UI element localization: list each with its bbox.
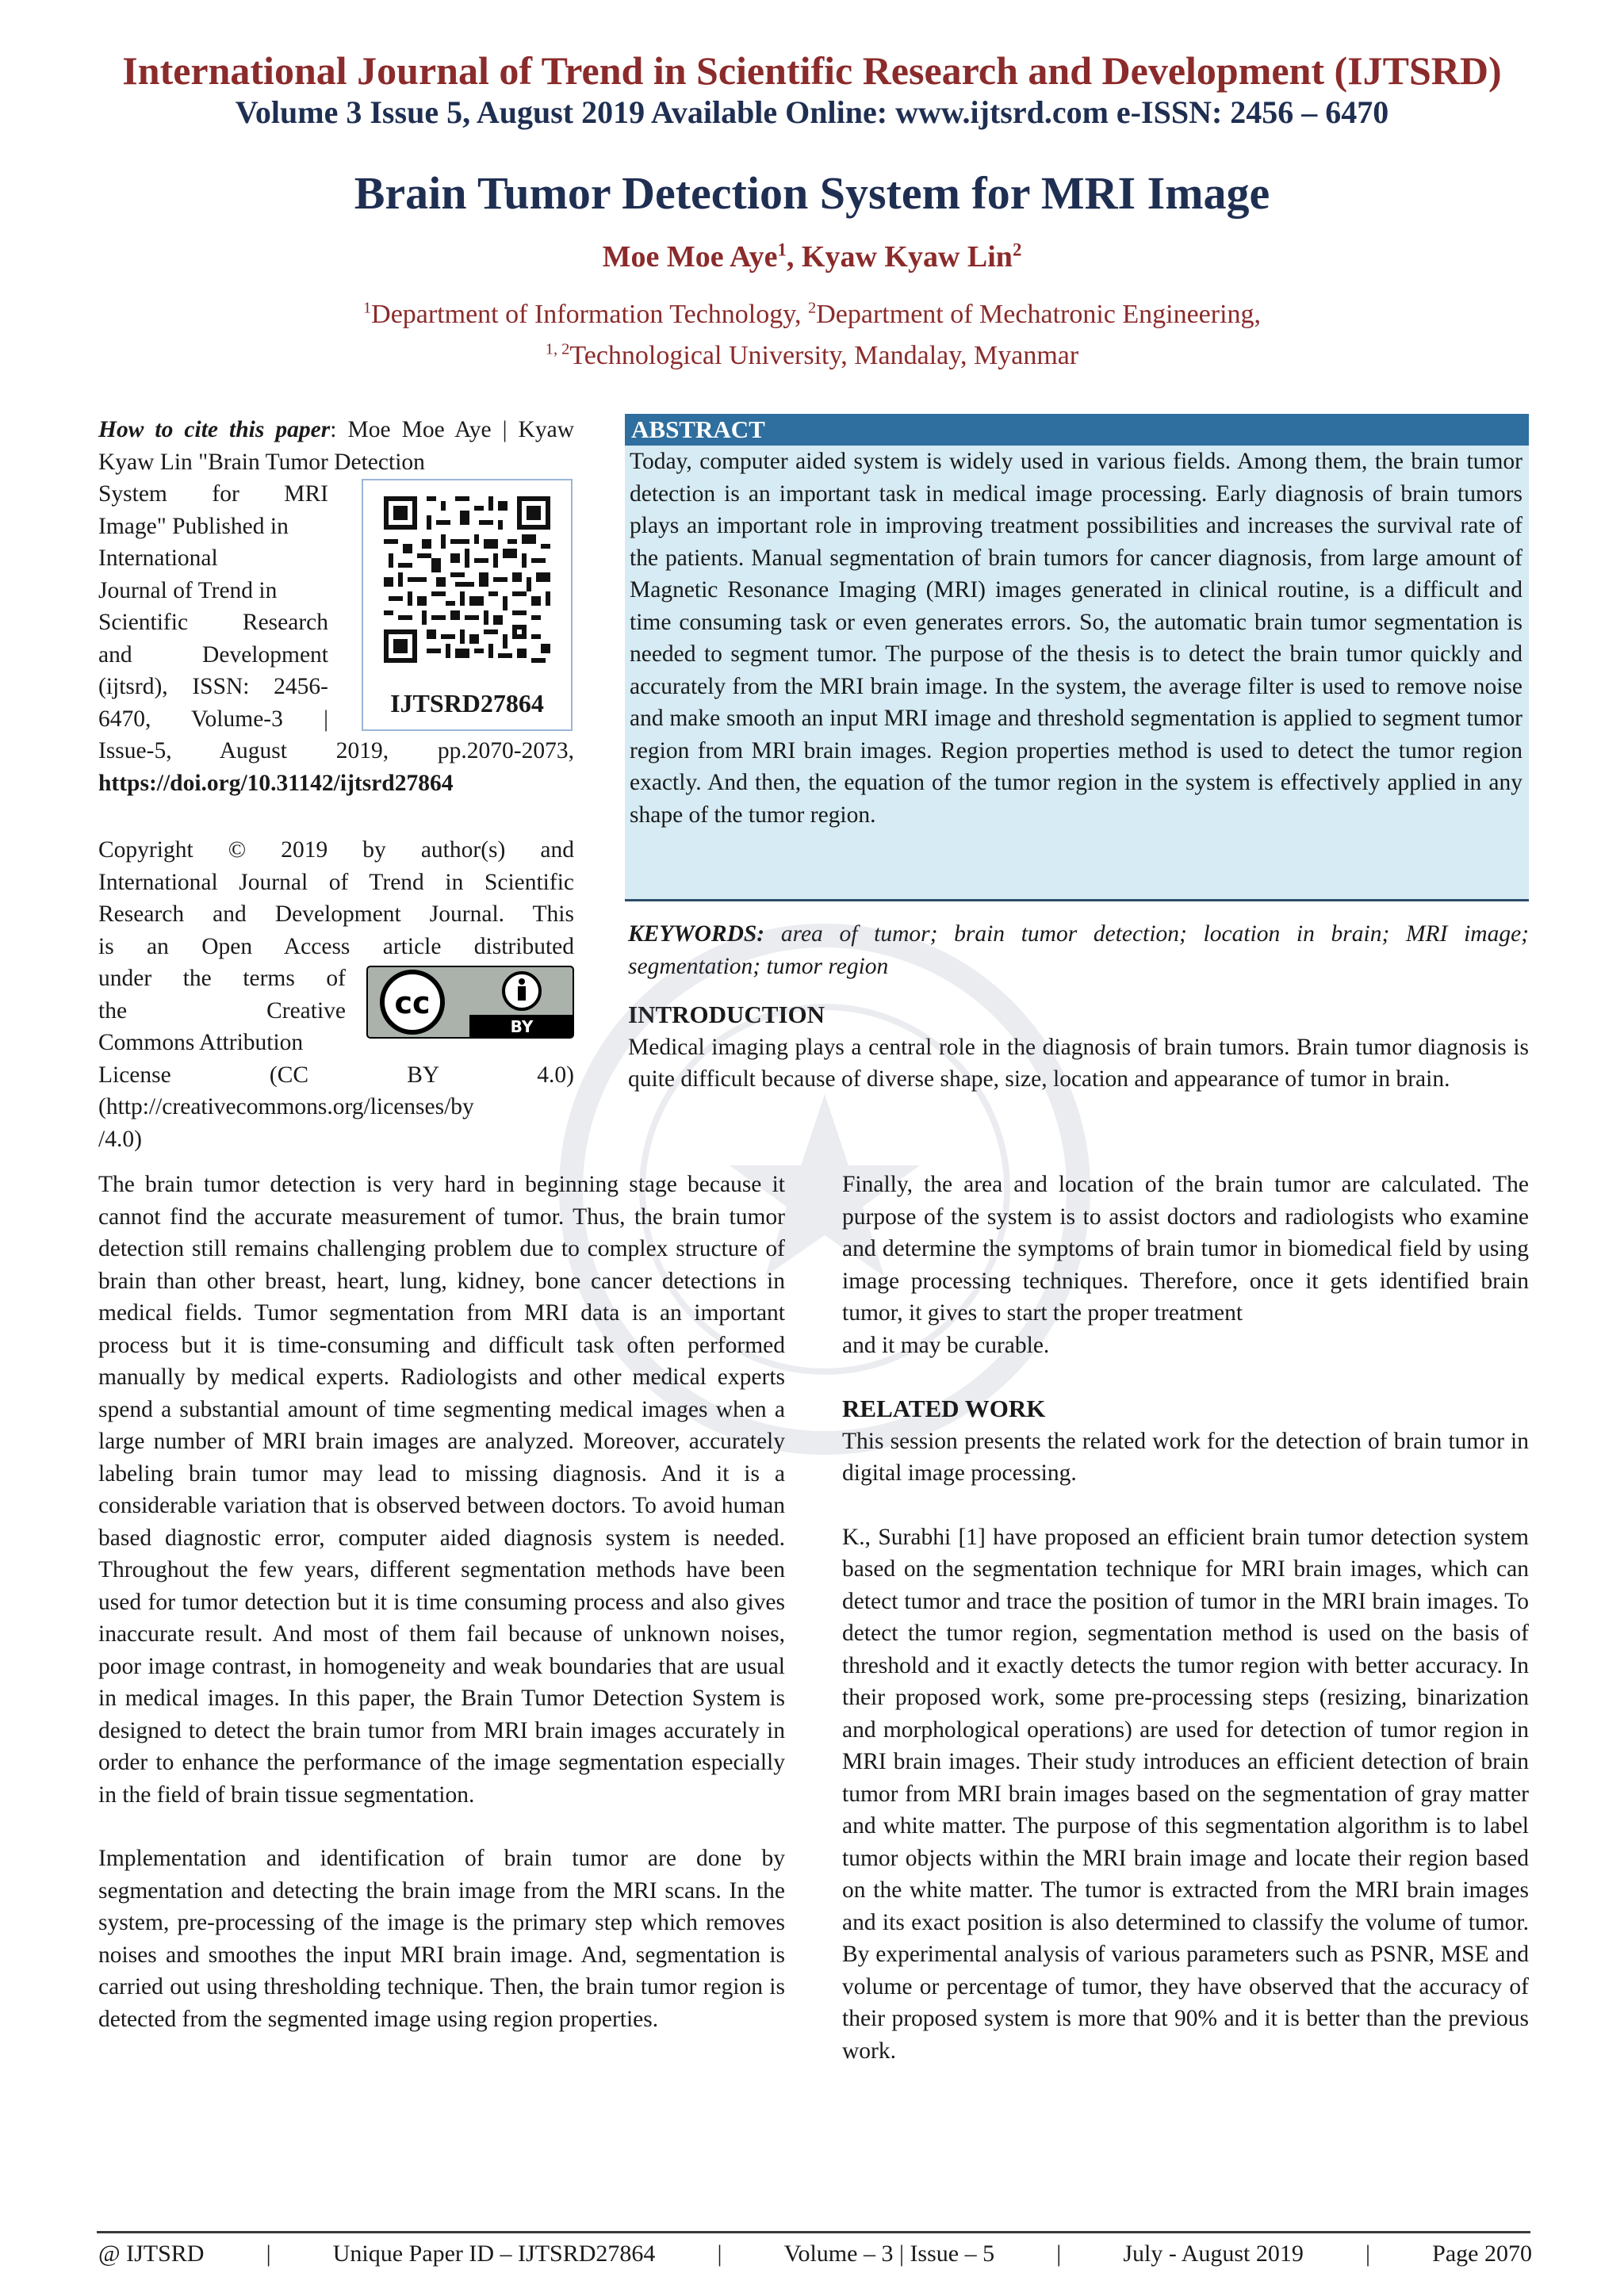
affiliation-2: Department of Mechatronic Engineering, bbox=[816, 300, 1262, 329]
citation-text-start: : Moe Moe Aye | Kyaw Kyaw Lin "Brain Tumor Detection bbox=[98, 417, 575, 475]
authors bbox=[0, 239, 1624, 274]
copyright-line: International Journal of Trend in Scientific bbox=[98, 869, 574, 895]
footer-volume: Volume – 3 | Issue – 5 bbox=[783, 2241, 995, 2267]
footer-date: July - August 2019 bbox=[1123, 2241, 1304, 2267]
keywords-label: KEYWORDS: bbox=[628, 921, 765, 947]
abstract-heading: ABSTRACT bbox=[625, 414, 1529, 446]
cc-by-license-badge[interactable] bbox=[366, 966, 574, 1039]
affil-mark-12: 1, 2 bbox=[545, 340, 570, 358]
affiliation-university: Technological University, Mandalay, Myanmar bbox=[569, 341, 1079, 370]
citation-line: and Development bbox=[98, 641, 328, 668]
footer-separator: | bbox=[1056, 2241, 1062, 2267]
footer-rule bbox=[97, 2231, 1530, 2233]
copyright-line: Research and Development Journal. This bbox=[98, 901, 574, 927]
copyright-line: under the terms of bbox=[98, 966, 346, 991]
license-url[interactable]: (http://creativecommons.org/licenses/by bbox=[98, 1094, 474, 1119]
footer-separator: | bbox=[717, 2241, 722, 2267]
affil-mark-2: 2 bbox=[808, 299, 817, 317]
author-1-affil-mark: 1 bbox=[777, 239, 787, 260]
qr-code-box bbox=[362, 479, 573, 731]
creative-commons-icon bbox=[366, 966, 574, 1039]
license-url-end[interactable]: /4.0) bbox=[98, 1126, 142, 1152]
author-1: Moe Moe Aye bbox=[602, 240, 778, 274]
footer-journal: @ IJTSRD bbox=[98, 2241, 205, 2267]
citation-left-lines bbox=[98, 478, 328, 735]
citation-doi-link[interactable]: https://doi.org/10.31142/ijtsrd27864 bbox=[98, 770, 454, 796]
body-paragraph: This session presents the related work for the detection of brain tumor in digital image processing. bbox=[842, 1428, 1529, 1486]
left-column bbox=[98, 1169, 785, 2035]
copyright-line: is an Open Access article distributed bbox=[98, 933, 574, 959]
abstract-box bbox=[625, 414, 1529, 901]
citation-line: Image" Published in bbox=[98, 513, 289, 539]
body-paragraph: The brain tumor detection is very hard in beginning stage because it cannot find the accurate measurement of tumor. Thus, the brain tumor detection still remains challenging problem due to complex structure of brain than other breast, heart, lung, kidney, bone cancer detections in medical fields. Tumor segmentation from MRI data is an important process but it is time-consuming and difficult task often performed manually by medical experts. Radiologists and other medical experts spend a substantial amount of time segmenting medical images when a large number of MRI brain images are analyzed. Moreover, accurately labeling brain tumor may lead to missing diagnosis. And it is a considerable variation that is observed between doctors. To avoid human based diagnostic error, computer aided diagnosis system is needed. Throughout the few years, different segmentation methods have been used for tumor detection but it is time consuming process and also gives inaccurate result. And most of them fail because of unknown noises, poor image contrast, in homogeneity and weak boundaries that are usual in medical images. In this paper, the Brain Tumor Detection System is designed to detect the brain tumor from MRI brain images accurately in order to enhance the performance of the image segmentation especially in the field of brain tissue segmentation. bbox=[98, 1172, 785, 1808]
citation-line: International bbox=[98, 545, 218, 571]
license-line: License (CC BY 4.0) bbox=[98, 1062, 574, 1088]
footer-page-number: Page 2070 bbox=[1432, 2241, 1532, 2267]
introduction-heading: INTRODUCTION bbox=[628, 1001, 825, 1028]
author-separator: , bbox=[786, 240, 802, 274]
citation-issue-line: Issue-5, August 2019, pp.2070-2073, bbox=[98, 738, 574, 763]
journal-volume-line: Volume 3 Issue 5, August 2019 Available Online: www.ijtsrd.com e-ISSN: 2456 – 6470 bbox=[235, 94, 1389, 130]
copyright-line: the Creative bbox=[98, 997, 346, 1024]
citation-line: 6470, Volume-3 | bbox=[98, 706, 328, 732]
journal-title: International Journal of Trend in Scientific Research and Development (IJTSRD) bbox=[122, 48, 1502, 93]
citation-label: How to cite this paper bbox=[98, 417, 331, 442]
footer-separator: | bbox=[266, 2241, 271, 2267]
author-2: Kyaw Kyaw Lin bbox=[801, 240, 1013, 274]
qr-code-icon bbox=[379, 492, 555, 668]
introduction-text: Medical imaging plays a central role in the diagnosis of brain tumors. Brain tumor diagnosis is quite difficult because of diverse shape, size, location and appearance of tumor in brain. bbox=[628, 1034, 1529, 1092]
author-2-affil-mark: 2 bbox=[1012, 239, 1022, 260]
right-column bbox=[842, 1169, 1529, 2067]
keywords-list: area of tumor; brain tumor detection; location in brain; MRI image; segmentation; tumor region bbox=[628, 921, 1529, 979]
copyright-line: Commons Attribution bbox=[98, 1030, 304, 1055]
paper-id-label: IJTSRD27864 bbox=[390, 689, 544, 718]
abstract-text: Today, computer aided system is widely used in various fields. Among them, the brain tumor detection is an important task in medical image processing. Early diagnosis of brain tumors plays an important role in improving treatment possibilities and increases the survival rate of the patients. Manual segmentation of brain tumors for cancer diagnosis, from large amount of Magnetic Resonance Imaging (MRI) images generated in clinical routine, is a difficult and time consuming task or even generates errors. So, the automatic brain tumor segmentation is needed to segment tumor. The purpose of the thesis is to detect the brain tumor quickly and accurately from the MRI brain image. In the system, the average filter is used to remove noise and make smooth an input MRI image and threshold segmentation is applied to segment tumor region from MRI brain images. Region properties method is used to detect the tumor region exactly. And then, the equation of the tumor region in the system is effectively applied in any shape of the tumor region. bbox=[630, 449, 1522, 828]
affil-mark-1: 1 bbox=[362, 299, 372, 317]
copyright-line: Copyright © 2019 by author(s) and bbox=[98, 837, 574, 863]
citation-line: (ijtsrd), ISSN: 2456- bbox=[98, 674, 328, 699]
citation-first-line bbox=[98, 414, 574, 478]
body-paragraph-end: and it may be curable. bbox=[842, 1332, 1050, 1358]
page-footer bbox=[98, 2241, 1532, 2267]
citation-line: Scientific Research bbox=[98, 610, 328, 635]
citation-line: System for MRI bbox=[98, 481, 328, 507]
footer-paper-id: Unique Paper ID – IJTSRD27864 bbox=[332, 2241, 656, 2267]
affiliation-line-2 bbox=[0, 341, 1624, 371]
body-paragraph: K., Surabhi [1] have proposed an efficient brain tumor detection system based on the segmentation technique for MRI brain images, which can detect tumor and trace the position of tumor in the MRI brain images. To detect the tumor region, segmentation method is used on the basis of threshold and it exactly detects the tumor region with better accuracy. In their proposed work, some pre-processing steps (resizing, binarization and morphological operations) are used for detection of tumor region in MRI brain images. Their study introduces an efficient detection of brain tumor from MRI brain images based on the segmentation of gray matter and white matter. The purpose of this segmentation algorithm is to label tumor objects within the MRI brain image and locate their region based on the white matter. The tumor is extracted from the MRI brain images and its exact position is also determined to classify the volume of tumor. By experimental analysis of various parameters such as PSNR, MSE and volume or percentage of tumor, they have observed that the accuracy of their proposed system is more that 90% and it is better than the previous work. bbox=[842, 1524, 1529, 2064]
svg-text:cc: cc bbox=[394, 985, 431, 1020]
paper-title: Brain Tumor Detection System for MRI Image bbox=[354, 167, 1270, 219]
affiliation-line-1 bbox=[0, 300, 1624, 330]
body-paragraph: Finally, the area and location of the brain tumor are calculated. The purpose of the system is to assist doctors and radiologists who examine and determine the symptoms of brain tumor in biomedical field by using image processing techniques. Therefore, once it gets identified brain tumor, it gives to start the proper treatment bbox=[842, 1172, 1529, 1326]
related-work-heading: RELATED WORK bbox=[842, 1395, 1046, 1422]
cc-badge-by-text: BY bbox=[510, 1017, 534, 1036]
affiliation-1: Department of Information Technology, bbox=[371, 300, 809, 329]
citation-line: Journal of Trend in bbox=[98, 577, 278, 603]
footer-separator: | bbox=[1365, 2241, 1371, 2267]
body-paragraph: Implementation and identification of brain tumor are done by segmentation and detecting the brain image from the MRI scans. In the system, pre-processing of the image is the primary step which removes noises and smoothes the input MRI brain image. And, segmentation is carried out using thresholding technique. Then, the brain tumor region is detected from the segmented image using region properties. bbox=[98, 1846, 785, 2032]
